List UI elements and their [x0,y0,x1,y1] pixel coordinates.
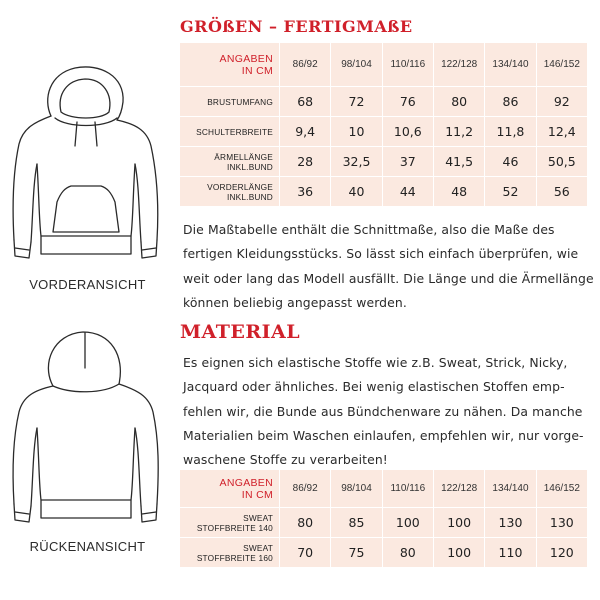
back-view-label: RÜCKENANSICHT [29,539,146,554]
size-measurements-table [180,43,588,207]
table-cell: 75 [331,538,382,568]
size-column-header: 146/152 [537,470,588,508]
table-header-row [180,43,588,87]
table-row [180,538,588,568]
material-heading: MATERIAL [180,321,301,343]
table-cell: 10 [331,117,382,147]
illustration-column [0,0,175,600]
size-column-header: 86/92 [280,470,331,508]
table-cell: 92 [537,87,588,117]
table-cell: 85 [331,508,382,538]
table-header-row [180,470,588,508]
table-cell: 36 [280,177,331,207]
row-label-front-length: VORDERLÄNGE INKL.BUND [180,177,280,207]
table-cell: 76 [383,87,434,117]
table-cell: 72 [331,87,382,117]
table-cell: 80 [383,538,434,568]
row-label-sleeve: ÄRMELLÄNGE INKL.BUND [180,147,280,177]
size-column-header: 110/116 [383,43,434,87]
size-column-header: 146/152 [537,43,588,87]
table-cell: 12,4 [537,117,588,147]
table-cell: 10,6 [383,117,434,147]
table-cell: 40 [331,177,382,207]
size-column-header: 122/128 [434,470,485,508]
size-column-header: 110/116 [383,470,434,508]
size-column-header: 122/128 [434,43,485,87]
table-corner-label: ANGABEN IN CM [180,470,280,508]
table-cell: 110 [485,538,536,568]
table-cell: 80 [434,87,485,117]
table-cell: 44 [383,177,434,207]
hoodie-front-illustration [5,64,168,264]
table-row [180,117,588,147]
table-cell: 32,5 [331,147,382,177]
table-cell: 120 [537,538,588,568]
table-row [180,508,588,538]
table-cell: 52 [485,177,536,207]
table-cell: 50,5 [537,147,588,177]
table-cell: 37 [383,147,434,177]
table-cell: 100 [434,508,485,538]
front-view-label: VORDERANSICHT [29,277,146,292]
size-column-header: 134/140 [485,43,536,87]
table-cell: 100 [383,508,434,538]
row-label-shoulder: SCHULTERBREITE [180,117,280,147]
row-label-fabric-160: SWEAT STOFFBREITE 160 [180,538,280,568]
table-cell: 100 [434,538,485,568]
table-row [180,87,588,117]
row-label-chest: BRUSTUMFANG [180,87,280,117]
table-cell: 86 [485,87,536,117]
table-cell: 28 [280,147,331,177]
table-corner-label: ANGABEN IN CM [180,43,280,87]
sizes-heading: GRÖßEN – FERTIGMAßE [180,17,413,36]
table-cell: 41,5 [434,147,485,177]
table-cell: 11,2 [434,117,485,147]
table-cell: 130 [537,508,588,538]
table-cell: 46 [485,147,536,177]
table-cell: 68 [280,87,331,117]
table-row [180,147,588,177]
row-label-fabric-140: SWEAT STOFFBREITE 140 [180,508,280,538]
hoodie-back-illustration [5,328,168,526]
table-cell: 130 [485,508,536,538]
table-cell: 56 [537,177,588,207]
table-cell: 11,8 [485,117,536,147]
size-column-header: 98/104 [331,470,382,508]
size-column-header: 86/92 [280,43,331,87]
fabric-requirements-table [180,470,588,568]
table-cell: 70 [280,538,331,568]
size-column-header: 134/140 [485,470,536,508]
table-cell: 80 [280,508,331,538]
sizes-description: Die Maßtabelle enthält die Schnittmaße, also die Maße des fertigen Kleidungsstücks. So lässt sich einfach überprüfen, wie weit oder lang das Modell ausfällt. Die Länge und die Ärmellänge können beliebig angepasst werden. [183,222,594,310]
table-cell: 9,4 [280,117,331,147]
material-description: Es eignen sich elastische Stoffe wie z.B. Sweat, Strick, Nicky, Jacquard oder ähnliches. Bei wenig elastischen Stoffen emp- fehlen wir, die Bunde aus Bündchenware zu nähen. Da manche Materialien beim Waschen einlaufen, empfehlen wir, nur vorge- waschene Stoffe zu verarbeiten! [183,355,584,468]
table-row [180,177,588,207]
table-cell: 48 [434,177,485,207]
size-column-header: 98/104 [331,43,382,87]
